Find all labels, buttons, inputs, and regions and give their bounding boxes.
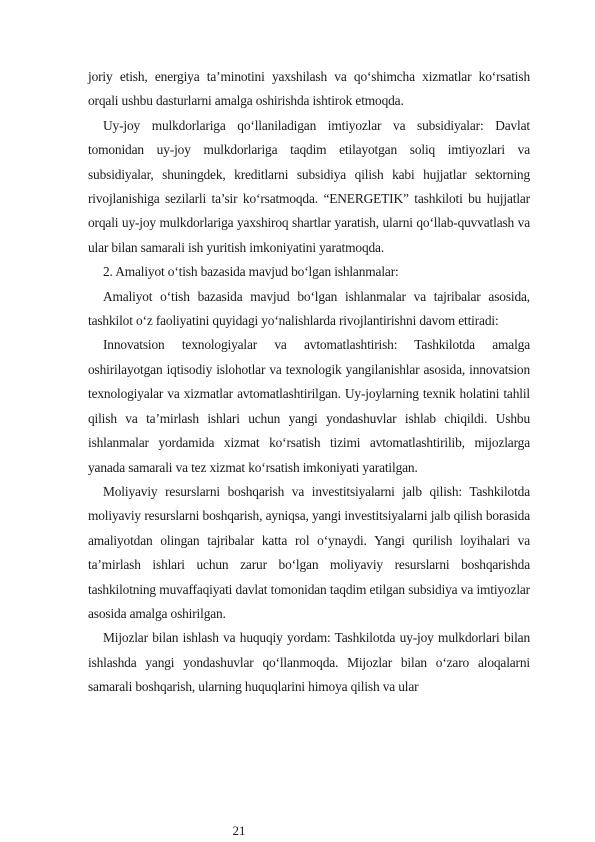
paragraph-innovation: Innovatsion texnologiyalar va avtomatlashtirish: Tashkilotda amalga oshirilayotgan iqtisodiy islohotlar va texnologik yangilanishlar asosida, innovatsion texnologiyalar va xizmatlar avtomatlashtirilgan. Uy-joylarning texnik holatini tahlil qilish va ta’mirlash ishlari uchun yangi yondashuvlar ishlab chiqildi. Ushbu ishlanmalar yordamida xizmat ko‘rsatish tizimi avtomatlashtirilib, mijozlarga yanada samarali va tez xizmat ko‘rsatish imkoniyati yaratilgan. — [88, 337, 530, 475]
paragraph-continuation: joriy etish, energiya ta’minotini yaxshilash va qo‘shimcha xizmatlar ko‘rsatish orqali ushbu dasturlarni amalga oshirishda ishtirok etmoqda. — [88, 69, 530, 109]
paragraph-finance: Moliyaviy resurslarni boshqarish va investitsiyalarni jalb qilish: Tashkilotda moliyaviy resurslarni boshqarish, ayniqsa, yangi investitsiyalarni jalb qilish borasida amaliyotdan olingan tajribalar katta rol o‘ynaydi. Yangi qurilish loyihalari va ta’mirlash ishlari uchun zarur bo‘lgan moliyaviy resurslarni boshqarishda tashkilotning muvaffaqiyati davlat tomonidan taqdim etilgan subsidiya va imtiyozlar asosida amalga oshirilgan. — [88, 483, 530, 621]
paragraph-subsidies: Uy-joy mulkdorlariga qo‘llaniladigan imtiyozlar va subsidiyalar: Davlat tomonidan uy-joy mulkdorlariga taqdim etilayotgan soliq imtiyozlari va subsidiyalar, shuningdek, kreditlarni subsidiya qilish kabi hujjatlar sektorning rivojlanishiga sezilarli ta’sir ko‘rsatmoqda. “ENERGETIK” tashkiloti bu hujjatlar orqali uy-joy mulkdorlariga yaxshiroq shartlar yaratish, ularni qo‘llab-quvvatlash va ular bilan samarali ish yuritish imkoniyatini yaratmoqda. — [88, 117, 530, 255]
paragraph-intro: Amaliyot o‘tish bazasida mavjud bo‘lgan ishlanmalar va tajribalar asosida, tashkilot o‘z faoliyatini quyidagi yo‘nalishlarda rivojlantirishni davom ettiradi: — [88, 288, 530, 329]
body-text — [88, 65, 530, 700]
page-number: 21 — [232, 823, 246, 838]
section-heading-2: 2. Amaliyot o‘tish bazasida mavjud bo‘lgan ishlanmalar: — [103, 264, 399, 280]
paragraph-clients: Mijozlar bilan ishlash va huquqiy yordam: Tashkilotda uy-joy mulkdorlari bilan ishlashda yangi yondashuvlar qo‘llanmoqda. Mijozlar bilan o‘zaro aloqalarni samarali boshqarish, ularning huquqlarini himoya qilish va ular — [88, 630, 530, 695]
